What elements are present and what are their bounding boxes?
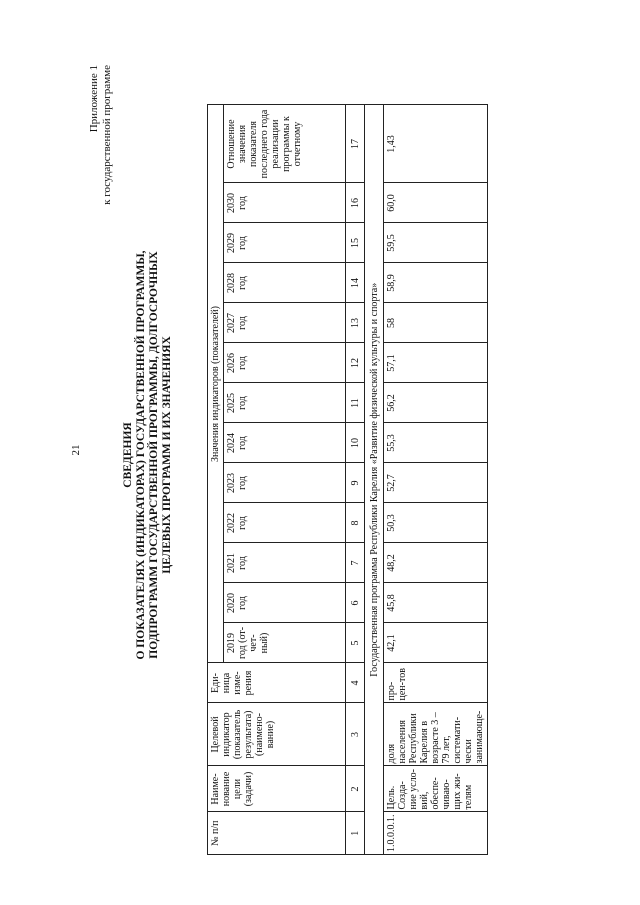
title-line-3: ПОДПРОГРАММ ГОСУДАРСТВЕННОЙ ПРОГРАММЫ, ДОЛГОСРОЧНЫХ <box>148 251 160 659</box>
row-indicator: доля населения Республики Карелия в возрасте 3 – 79 лет, системати-чески занимающе- <box>384 703 488 766</box>
value-ratio: 1,43 <box>384 105 488 183</box>
column-number: 11 <box>346 383 365 423</box>
column-number: 2 <box>346 766 365 812</box>
title-line-2: О ПОКАЗАТЕЛЯХ (ИНДИКАТОРАХ) ГОСУДАРСТВЕННОЙ ПРОГРАММЫ, <box>135 250 147 660</box>
value-2024: 55,3 <box>384 423 488 463</box>
appendix-line-2: к государственной программе <box>101 65 113 205</box>
value-2019: 42,1 <box>384 623 488 663</box>
value-2022: 50,3 <box>384 503 488 543</box>
header-year-2023: 2023 год <box>224 463 346 503</box>
header-year-2025: 2025 год <box>224 383 346 423</box>
column-number: 12 <box>346 343 365 383</box>
column-number-row <box>346 105 365 855</box>
indicators-table <box>207 105 488 856</box>
column-number: 1 <box>346 812 365 855</box>
value-2029: 59,5 <box>384 223 488 263</box>
row-num: 1.0.0.0.1. <box>384 812 488 855</box>
title-line-1: СВЕДЕНИЯ <box>122 422 134 488</box>
header-year-2022: 2022 год <box>224 503 346 543</box>
value-2027: 58 <box>384 303 488 343</box>
title-line-4: ЦЕЛЕВЫХ ПРОГРАММ И ИХ ЗНАЧЕНИЯХ <box>161 336 173 574</box>
header-year-2027: 2027 год <box>224 303 346 343</box>
header-year-2024: 2024 год <box>224 423 346 463</box>
column-number: 8 <box>346 503 365 543</box>
value-2021: 48,2 <box>384 543 488 583</box>
value-2028: 58,9 <box>384 263 488 303</box>
column-number: 6 <box>346 583 365 623</box>
header-row-1 <box>208 105 224 855</box>
column-number: 14 <box>346 263 365 303</box>
header-year-2030: 2030 год <box>224 183 346 223</box>
row-unit: про-цен-тов <box>384 663 488 703</box>
column-number: 3 <box>346 703 365 766</box>
column-number: 13 <box>346 303 365 343</box>
document-title <box>122 135 174 775</box>
header-year-2026: 2026 год <box>224 343 346 383</box>
header-year-2019: 2019 год (от-чет-ный) <box>224 623 346 663</box>
column-number: 15 <box>346 223 365 263</box>
column-number: 10 <box>346 423 365 463</box>
column-number: 4 <box>346 663 365 703</box>
column-number: 7 <box>346 543 365 583</box>
value-2030: 60,0 <box>384 183 488 223</box>
value-2026: 57,1 <box>384 343 488 383</box>
value-2023: 52,7 <box>384 463 488 503</box>
appendix-line-1: Приложение 1 <box>88 65 100 133</box>
column-number: 5 <box>346 623 365 663</box>
header-year-2029: 2029 год <box>224 223 346 263</box>
column-number: 17 <box>346 105 365 183</box>
program-title: Государственная программа Республики Карелия «Развитие физической культуры и спорта» <box>365 105 384 855</box>
page-number: 21 <box>70 444 82 456</box>
header-unit: Еди-ница изме-рения <box>208 663 346 703</box>
header-year-2020: 2020 год <box>224 583 346 623</box>
header-year-2028: 2028 год <box>224 263 346 303</box>
header-year-2021: 2021 год <box>224 543 346 583</box>
header-num: № п/п <box>208 812 346 855</box>
appendix-label <box>88 65 114 265</box>
header-indicator: Целевой индикатор (показатель результата) (наимено-вание) <box>208 703 346 766</box>
column-number: 16 <box>346 183 365 223</box>
header-ratio: Отношение значения показателя последнего года реализации программы к отчетному <box>224 105 346 183</box>
value-2025: 56,2 <box>384 383 488 423</box>
column-number: 9 <box>346 463 365 503</box>
program-row <box>365 105 384 855</box>
table-row <box>384 105 488 855</box>
header-goal: Наиме-нование цели (задачи) <box>208 766 346 812</box>
value-2020: 45,8 <box>384 583 488 623</box>
row-goal: Цель. Созда-ние усло-вий, обеспе-чиваю-щих жи-телям <box>384 766 488 812</box>
header-values-group: Значения индикаторов (показателей) <box>208 105 224 663</box>
